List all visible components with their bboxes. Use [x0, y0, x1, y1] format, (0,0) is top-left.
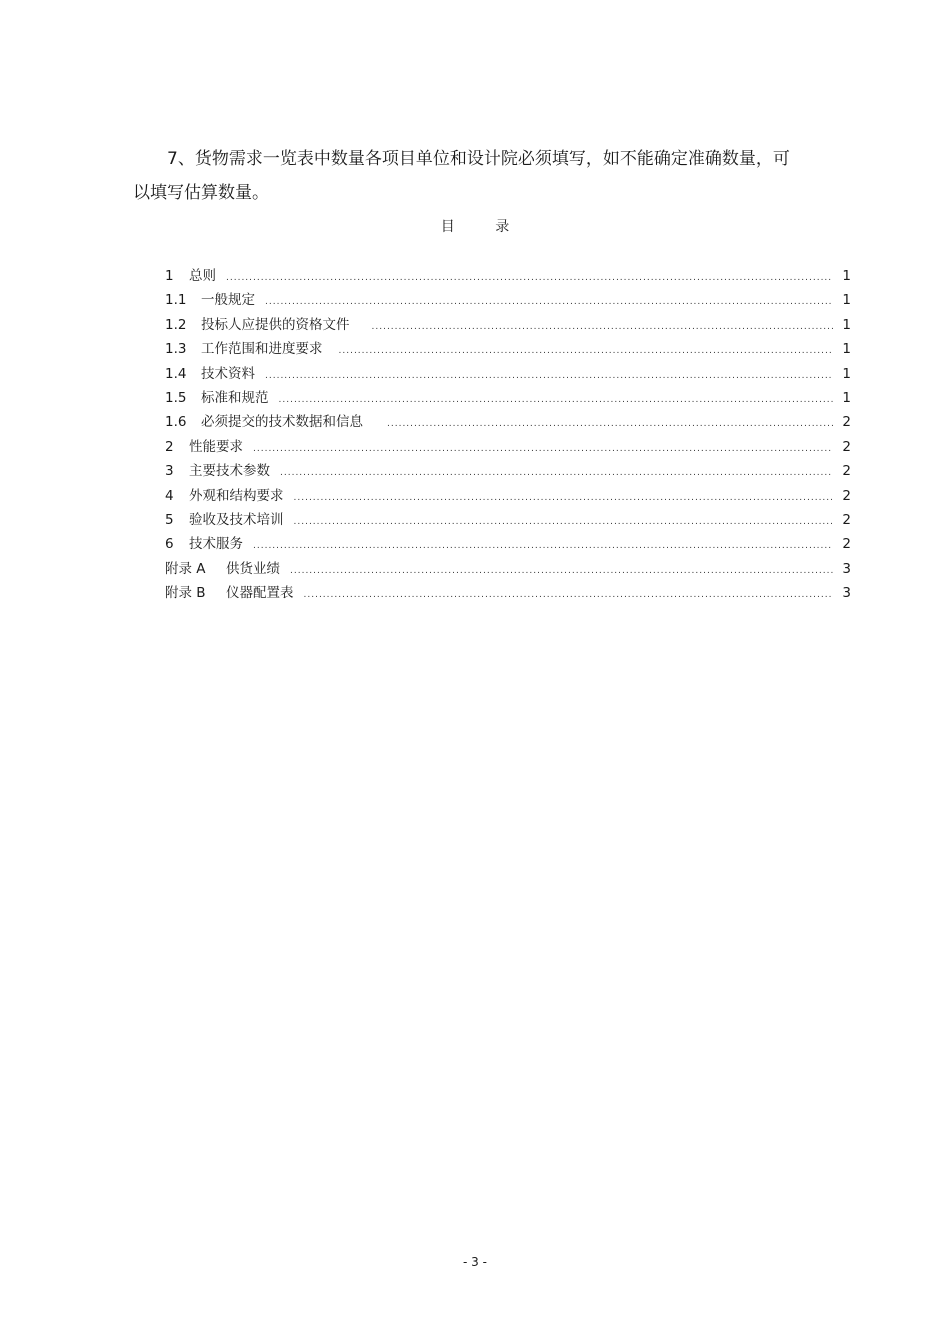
toc-dot-leader: [265, 364, 833, 388]
toc-entry-page: 1: [842, 389, 851, 406]
toc-entry-number: 1.6: [165, 414, 187, 431]
paragraph-line-1: 7、货物需求一览表中数量各项目单位和设计院必须填写，如不能确定准确数量，可: [167, 149, 790, 169]
toc-entry-page: 3: [842, 560, 851, 577]
toc-entry-1-3[interactable]: [165, 337, 851, 361]
toc-entry-number: 附录 A: [165, 560, 206, 577]
toc-entry-number: 2: [165, 438, 174, 455]
toc-entry-page: 2: [842, 536, 851, 553]
toc-entry-label: 投标人应提供的资格文件: [201, 316, 350, 333]
toc-entry-label: 性能要求: [189, 438, 243, 455]
toc-dot-leader: [290, 559, 833, 583]
toc-entry-page: 1: [842, 268, 851, 284]
body-paragraph: [133, 142, 813, 210]
toc-entry-1-6[interactable]: [165, 410, 851, 434]
page-number: - 3 -: [463, 1255, 487, 1269]
toc-entry-label: 供货业绩: [226, 560, 280, 577]
toc-entry-appendix-a[interactable]: [165, 557, 851, 581]
toc-entry-page: 2: [842, 511, 851, 528]
toc-entry-1-1[interactable]: [165, 288, 851, 312]
paragraph-line-2: 以填写估算数量。: [133, 183, 269, 203]
toc-dot-leader: [304, 583, 834, 607]
toc-entry-page: 3: [842, 585, 851, 602]
toc-dot-leader: [279, 388, 834, 412]
toc-dot-leader: [372, 315, 834, 339]
toc-entry-page: 1: [842, 316, 851, 333]
toc-entry-page: 2: [842, 414, 851, 431]
toc-entry-number: 4: [165, 487, 174, 504]
toc-entry-number: 1.2: [165, 316, 187, 333]
toc-entry-label: 标准和规范: [201, 389, 269, 406]
toc-dot-leader: [253, 534, 833, 558]
toc-entry-number: 6: [165, 536, 174, 553]
toc-entry-4[interactable]: [165, 484, 851, 508]
toc-dot-leader: [226, 266, 833, 290]
toc-entry-number: 1.5: [165, 389, 187, 406]
toc-entry-page: 1: [842, 292, 851, 309]
toc-entry-6[interactable]: [165, 532, 851, 556]
toc-entry-label: 一般规定: [201, 292, 255, 309]
toc-entry-appendix-b[interactable]: [165, 581, 851, 605]
toc-entry-number: 附录 B: [165, 585, 206, 602]
toc-dot-leader: [387, 412, 833, 436]
toc-entry-label: 必须提交的技术数据和信息: [201, 414, 363, 431]
toc-dot-leader: [294, 486, 834, 510]
toc-entry-number: 1: [165, 268, 174, 284]
toc-entry-3[interactable]: [165, 459, 851, 483]
toc-entry-label: 验收及技术培训: [189, 511, 284, 528]
toc-entry-number: 1.4: [165, 365, 187, 382]
toc-entry-number: 3: [165, 463, 174, 480]
toc-entry-5[interactable]: [165, 508, 851, 532]
toc-dot-leader: [265, 290, 833, 314]
toc-entry-1[interactable]: [165, 264, 851, 288]
toc-entry-1-5[interactable]: [165, 386, 851, 410]
toc-entry-page: 2: [842, 463, 851, 480]
toc-entry-label: 仪器配置表: [226, 585, 294, 602]
toc-entry-label: 技术资料: [201, 365, 255, 382]
toc-entry-page: 2: [842, 438, 851, 455]
toc-entry-label: 主要技术参数: [189, 463, 270, 480]
toc-entry-number: 1.3: [165, 341, 187, 358]
toc-entry-label: 技术服务: [189, 536, 243, 553]
toc-entry-page: 1: [842, 365, 851, 382]
toc-dot-leader: [294, 510, 834, 534]
toc-entry-label: 工作范围和进度要求: [201, 341, 323, 358]
toc-entry-number: 5: [165, 511, 174, 528]
toc-entry-2[interactable]: [165, 435, 851, 459]
toc-entry-1-4[interactable]: [165, 362, 851, 386]
toc-entry-page: 1: [842, 341, 851, 358]
toc-entry-1-2[interactable]: [165, 313, 851, 337]
toc-dot-leader: [280, 461, 833, 485]
toc-entry-page: 2: [842, 487, 851, 504]
toc-entry-number: 1.1: [165, 292, 187, 309]
toc-entry-label: 总则: [189, 268, 216, 284]
toc-dot-leader: [339, 339, 834, 363]
toc-title: 目 录: [440, 219, 528, 235]
toc-entry-label: 外观和结构要求: [189, 487, 284, 504]
toc-dot-leader: [253, 437, 833, 461]
table-of-contents: [165, 264, 851, 605]
